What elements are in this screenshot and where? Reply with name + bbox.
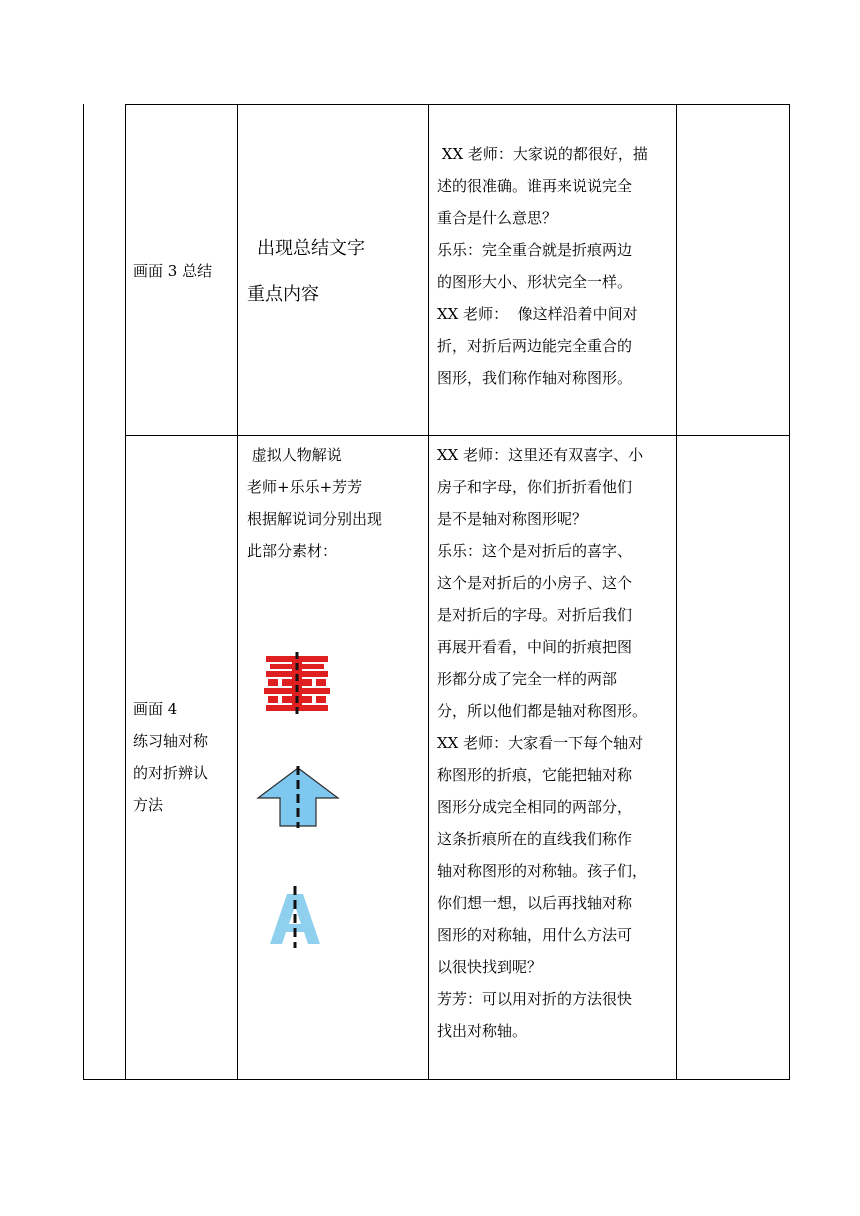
visual-note: 根据解说词分别出现 (247, 510, 383, 528)
script-line: 房子和字母，你们折折看他们 (437, 478, 633, 496)
table-border-right (789, 104, 790, 1080)
visual-note: 虚拟人物解说 (247, 446, 342, 464)
script-line: 轴对称图形的对称轴。孩子们， (437, 862, 648, 880)
scene-label: 画面 4 (133, 700, 178, 718)
script-line: 述的很准确。谁再来说说完全 (437, 177, 633, 195)
script-line: XX 老师：大家说的都很好，描 (437, 145, 648, 163)
visual-note: 此部分素材： (247, 542, 338, 560)
double-happiness-icon (262, 652, 332, 714)
script-line: XX 老师：大家看一下每个轴对 (437, 734, 644, 752)
scene-label: 方法 (133, 796, 164, 814)
row1-scene-cell (133, 255, 212, 287)
script-line: 乐乐：完全重合就是折痕两边 (437, 241, 633, 259)
script-line: 以很快找到呢？ (437, 958, 543, 976)
script-line: 图形分成完全相同的两部分， (437, 798, 633, 816)
table-divider-3 (676, 104, 677, 1080)
script-line: 芳芳：可以用对折的方法很快 (437, 990, 633, 1008)
scene-label: 画面 3 总结 (133, 262, 213, 280)
row-divider (125, 435, 790, 436)
letter-a-icon (268, 886, 322, 948)
script-line: 的图形大小、形状完全一样。 (437, 273, 633, 291)
row2-visual-cell (247, 439, 382, 567)
script-line: 形都分成了完全一样的两部 (437, 670, 618, 688)
row2-script-cell (437, 439, 673, 1047)
scene-label: 的对折辨认 (133, 764, 209, 782)
script-line: XX 老师：这里还有双喜字、小 (437, 446, 644, 464)
table-border-top (125, 104, 790, 105)
script-line: 这条折痕所在的直线我们称作 (437, 830, 633, 848)
row2-scene-cell (133, 693, 208, 821)
script-line: 找出对称轴。 (437, 1022, 528, 1040)
script-line: 你们想一想，以后再找轴对称 (437, 894, 633, 912)
script-line: 图形，我们称作轴对称图形。 (437, 369, 633, 387)
visual-note: 老师+乐乐+芳芳 (247, 478, 363, 496)
script-line: 是对折后的字母。对折后我们 (437, 606, 633, 624)
script-line: 分，所以他们都是轴对称图形。 (437, 702, 648, 720)
row1-visual-cell (247, 226, 365, 318)
scene-label: 练习轴对称 (133, 732, 209, 750)
table-border-bottom (83, 1079, 790, 1080)
script-line: 折，对折后两边能完全重合的 (437, 337, 633, 355)
script-line: 再展开看看，中间的折痕把图 (437, 638, 633, 656)
script-line: XX 老师： 像这样沿着中间对 (437, 305, 638, 323)
script-line: 乐乐：这个是对折后的喜字、 (437, 542, 633, 560)
script-line: 这个是对折后的小房子、这个 (437, 574, 633, 592)
script-line: 是不是轴对称图形呢？ (437, 510, 588, 528)
script-line: 称图形的折痕，它能把轴对称 (437, 766, 633, 784)
visual-note: 出现总结文字 (257, 238, 365, 259)
script-line: 重合是什么意思？ (437, 209, 558, 227)
left-margin-line (83, 104, 84, 1080)
visual-note: 重点内容 (247, 284, 319, 305)
house-arrow-icon (256, 766, 340, 828)
table-divider-2 (428, 104, 429, 1080)
script-line: 图形的对称轴，用什么方法可 (437, 926, 633, 944)
table-divider-1 (237, 104, 238, 1080)
table-border-left (125, 104, 126, 1080)
row1-script-cell (437, 138, 673, 394)
